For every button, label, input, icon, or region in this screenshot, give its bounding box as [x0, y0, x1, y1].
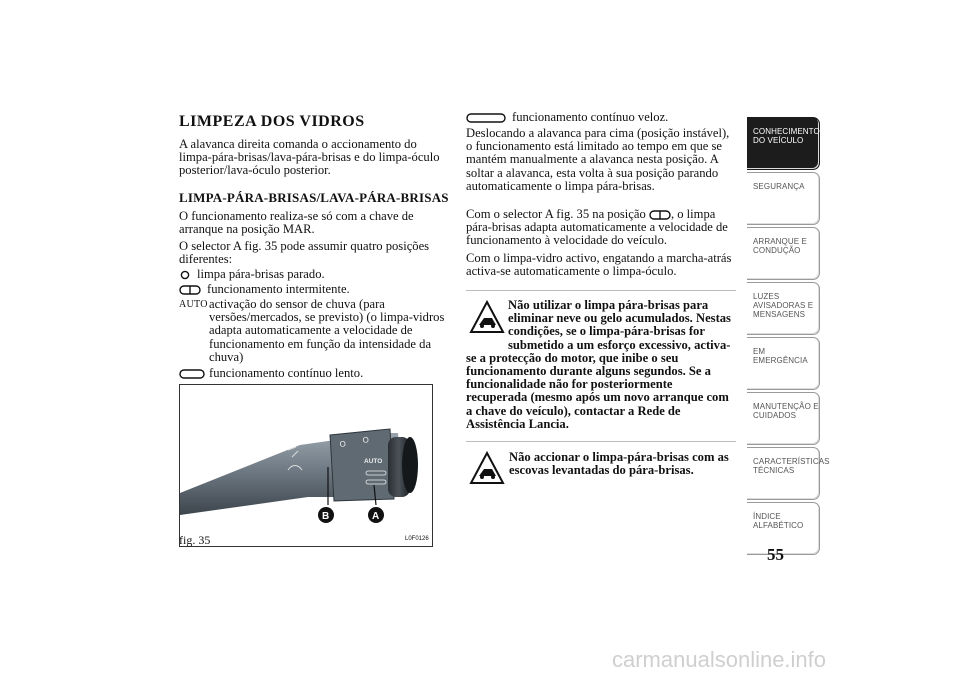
paragraph-positions: O selector A fig. 35 pode assumir quatro posições diferentes: [179, 239, 430, 267]
figure-wiper-stalk [179, 384, 433, 547]
auto-label: AUTO [179, 299, 208, 310]
intro-paragraph: A alavanca direita comanda o accionamento do limpa-pára-brisas/lava-pára-brisas e do limpa-óculo posterior/lava-óculo posterior. [179, 137, 440, 178]
wiper-fast-icon [466, 113, 506, 123]
watermark: carmanualsonline.info [612, 647, 827, 672]
warning-text-1 [466, 299, 736, 431]
tab-seguranca[interactable]: SEGURANÇA [747, 172, 820, 225]
item-fast-text: funcionamento contínuo veloz. [512, 110, 669, 124]
warning-text-1-content: Não utilizar o limpa pára-brisas para eliminar neve ou gelo acumulados. Nestas condições, se o limpa-pára-brisas for submetido a um esforço excessivo, activa-se a protecção do motor, que inibe o seu funcionamento durante alguns segundos. Se a funcionalidade não for posteriormente recuperada (mesmo após um novo arranque com a chave do veículo), contactar a Rede de Assistência Lancia. [466, 298, 731, 431]
tab-emergencia[interactable]: EM EMERGÊNCIA [747, 337, 820, 390]
wiper-off-icon [179, 270, 191, 280]
section-title: LIMPEZA DOS VIDROS [179, 113, 365, 130]
item-slow [179, 367, 444, 380]
callout-b-label: B [322, 511, 330, 522]
svg-text:O: O [362, 435, 370, 445]
fig-auto-label: AUTO [364, 458, 383, 465]
item-off [179, 268, 444, 281]
tab-manutencao[interactable]: MANUTENÇÃO E CUIDADOS [747, 392, 820, 445]
item-off-text: limpa pára-brisas parado. [197, 267, 325, 281]
speed-text-a: Com o selector A fig. 35 na posição [466, 207, 646, 221]
item-intermittent-text: funcionamento intermitente. [207, 282, 350, 296]
paragraph-reverse: Com o limpa-vidro activo, engatando a marcha-atrás activa-se automaticamente o limpa-óculo. [466, 251, 732, 279]
figure-code: L0F0126 [405, 536, 429, 542]
speed-text-b: , o limpa pára-brisas adapta automaticamente a velocidade de funcionamento à velocidade do veículo. [466, 207, 728, 248]
callout-a-label: A [372, 511, 380, 522]
warning-spacer [466, 299, 508, 341]
item-intermittent [179, 283, 444, 296]
tab-indice[interactable]: ÍNDICE ALFABÉTICO [747, 502, 820, 555]
wiper-slow-icon [179, 369, 205, 379]
wiper-intermittent-icon [179, 285, 201, 295]
subsection-title: LIMPA-PÁRA-BRISAS/LAVA-PÁRA-BRISAS [179, 190, 449, 205]
tab-luzes[interactable]: LUZES AVISADORAS E MENSAGENS [747, 282, 820, 335]
divider [466, 441, 736, 442]
wiper-stalk-illustration [180, 385, 432, 546]
svg-text:O: O [339, 439, 347, 449]
wiper-intermittent-icon [649, 210, 671, 220]
tab-arranque[interactable]: ARRANQUE E CONDUÇÃO [747, 227, 820, 280]
page-number: 55 [767, 545, 784, 564]
item-auto [179, 298, 445, 364]
item-slow-text: funcionamento contínuo lento. [209, 366, 364, 380]
figure-caption: fig. 35 [179, 533, 211, 547]
warning-triangle-icon [469, 451, 505, 485]
item-auto-text: activação do sensor de chuva (para versões/mercados, se previsto) (o limpa-vidros adapta automaticamente a velocidade de funcionamento em função da intensidade da chuva) [209, 297, 445, 364]
paragraph-unstable: Deslocando a alavanca para cima (posição instável), o funcionamento está limitado ao tempo em que se mantém manualmente a alavanca nesta posição. A soltar a alavanca, esta volta à sua posição parando automaticamente o limpa pára-brisas. [466, 126, 730, 193]
tab-conhecimento[interactable]: CONHECIMENTO DO VEÍCULO [747, 117, 820, 170]
tab-caracteristicas[interactable]: CARACTERÍSTICAS TÉCNICAS [747, 447, 820, 500]
paragraph-mar: O funcionamento realiza-se só com a chave de arranque na posição MAR. [179, 209, 414, 237]
chapter-tabs [747, 117, 830, 557]
warning-text-2: Não accionar o limpa-pára-brisas com as escovas levantadas do pára-brisas. [509, 450, 729, 478]
item-fast [466, 111, 736, 124]
divider [466, 290, 736, 291]
paragraph-speed [466, 208, 736, 248]
